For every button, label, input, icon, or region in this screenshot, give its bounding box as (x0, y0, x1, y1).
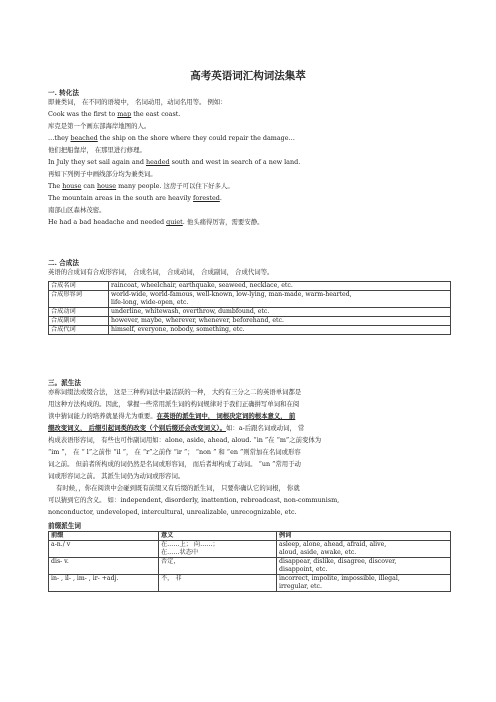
table-cell (277, 575, 451, 592)
table-title: 前缀派生词 (48, 522, 81, 530)
table-cell: himself, everyone, nobody, something, etc. (109, 326, 451, 335)
column-header: 例词 (277, 532, 451, 541)
example-line: In July they set sail again and headed south and west in search of a new land. (48, 158, 301, 166)
example-line: He had a bad headache and needed quiet. 他头痛得厉害，需要安静。 (48, 218, 264, 226)
table-cell (159, 541, 277, 558)
table-cell: 否定， (159, 558, 277, 575)
example-translation: 再如下列例子中画线部分均为兼类词。 (48, 170, 157, 178)
table-cell (277, 541, 451, 558)
table-cell: in- , il- , im- , ir- +adj. (49, 575, 159, 592)
paragraph-line: 缀改变词义， 后缀引起词类的改变（个别后缀还会改变词义）。如：a-后跟名词或动词， 常 (48, 424, 305, 432)
example-line: Cook was the first to map the east coast. (48, 110, 181, 118)
example-translation: 南部山区森林茂密。 (48, 206, 106, 214)
cell-line: irregular, etc. (279, 583, 322, 590)
paragraph-line: 词或形容词之前。 其派生词仍为动词或形容词。 (48, 472, 185, 480)
emphasis-text: 在英语的派生词中， 词根决定词的根本意义， 前 (156, 412, 296, 420)
table-cell: 不， 非 (159, 575, 277, 592)
paragraph-line: 读中猜词能力的培养就显得尤为重要。在英语的派生词中， 词根决定词的根本意义， 前 (48, 412, 296, 420)
table-cell: underline, whitewash, overthrow, dumbfound, etc. (109, 308, 451, 317)
cell-line: world-wide, world-famous, well-known, low-lying, man-made, warm-hearted, (111, 291, 352, 298)
example-translation: 他们把船靠岸， 在那里进行修理。 (48, 146, 146, 154)
table-row (49, 541, 451, 558)
table-cell: 合成形容词 (49, 291, 109, 308)
document-title: 高考英语词汇构词法集萃 (190, 70, 306, 82)
cell-line: disappoint, etc. (279, 566, 328, 573)
paragraph: 英语的合成词有合成形容词， 合成名词， 合成动词， 合成副词， 合成代词等。 (48, 268, 274, 276)
table-row (49, 575, 451, 592)
table-cell (277, 558, 451, 575)
paragraph-line: 有时候，，你在阅读中会碰到既有前缀又有后缀的派生词， 只要你确认它的词根， 你就 (56, 484, 300, 492)
cell-line: asleep, alone, ahead, afraid, alive, (279, 541, 387, 548)
paragraph-line: 可以猜到它的含义。 如：independent, disorderly, inattention, rebroadcast, non-communism, (48, 496, 340, 504)
table-cell (109, 291, 451, 308)
paragraph-line: 构成表语形容词， 有些也可作副词用如：alone, aside, ahead, aloud. “in ”在 “m”之前变体为 (48, 436, 322, 444)
table-cell: dis- v. (49, 558, 159, 575)
table-row (49, 291, 451, 308)
column-header: 前缀 (49, 532, 159, 541)
section-heading-derivation: 三。派生法 (48, 379, 81, 387)
cell-line: aloud, aside, awake, etc. (279, 549, 357, 556)
table-row (49, 317, 451, 326)
paragraph-line: “im ”， 在 “ l”之前作 “il ”， 在 “r”之前作 “ir ”； “non ” 和 “en ”则常加在名词或形容 (48, 448, 301, 456)
table-cell: 合成副词 (49, 317, 109, 326)
paragraph-line: 亦称词缀法或缀合法， 这是三种构词法中最活跃的一种， 大约有三分之二的英语单词都是 (48, 388, 302, 396)
cell-line: disappear, dislike, disagree, discover, (279, 558, 397, 565)
table-row (49, 326, 451, 335)
paragraph-line: nonconductor, undeveloped, intercultural, unrealizable, unrecognizable, etc. (48, 508, 297, 516)
section-heading-compounding: 二. 合成法 (48, 259, 79, 267)
example-line: The house can house many people. 这房子可以住下好多人。 (48, 182, 234, 190)
table-header-row (49, 532, 451, 541)
table-cell: 合成名词 (49, 282, 109, 291)
cell-line: 在……上； 向……； (161, 541, 219, 548)
compound-table (48, 281, 451, 335)
cell-line: life-long, wide-open, etc. (111, 299, 189, 306)
table-row (49, 308, 451, 317)
emphasis-text: 缀改变词义， 后缀引起词类的改变（个别后缀还会改变词义）。 (48, 424, 226, 432)
example-translation: 库克是第一个画东部海岸地图的人。 (48, 122, 151, 130)
table-cell: 合成动词 (49, 308, 109, 317)
table-cell: a-n./ v (49, 541, 159, 558)
section-heading-conversion: 一. 转化法 (48, 89, 79, 97)
table-cell: 合成代词 (49, 326, 109, 335)
table-cell: raincoat, wheelchair, earthquake, seaweed, necklace, etc. (109, 282, 451, 291)
column-header: 意义 (159, 532, 277, 541)
cell-line: incorrect, impolite, impossible, illegal, (279, 575, 400, 582)
paragraph-line: 用这种方法构成的。因此， 掌握一些常用派生词的构词规律对于我们正确拼写单词和在阅 (48, 400, 300, 408)
table-cell: however, maybe, wherever, whenever, beforehand, etc. (109, 317, 451, 326)
table-row (49, 558, 451, 575)
prefix-table (48, 531, 451, 592)
example-line: The mountain areas in the south are heavily forested. (48, 194, 222, 202)
cell-line: 在……状态中 (161, 549, 199, 556)
paragraph-line: 词之前。 但前者所构成的词仍然是名词或形容词， 而后者却构成了动词。 “un ”常用于动 (48, 460, 301, 468)
table-row (49, 282, 451, 291)
example-line: …they beached the ship on the shore where they could repair the damage… (48, 134, 295, 142)
paragraph: 即兼类词， 在不同的语境中， 名词动用，动词名用等。 例如： (48, 98, 227, 106)
